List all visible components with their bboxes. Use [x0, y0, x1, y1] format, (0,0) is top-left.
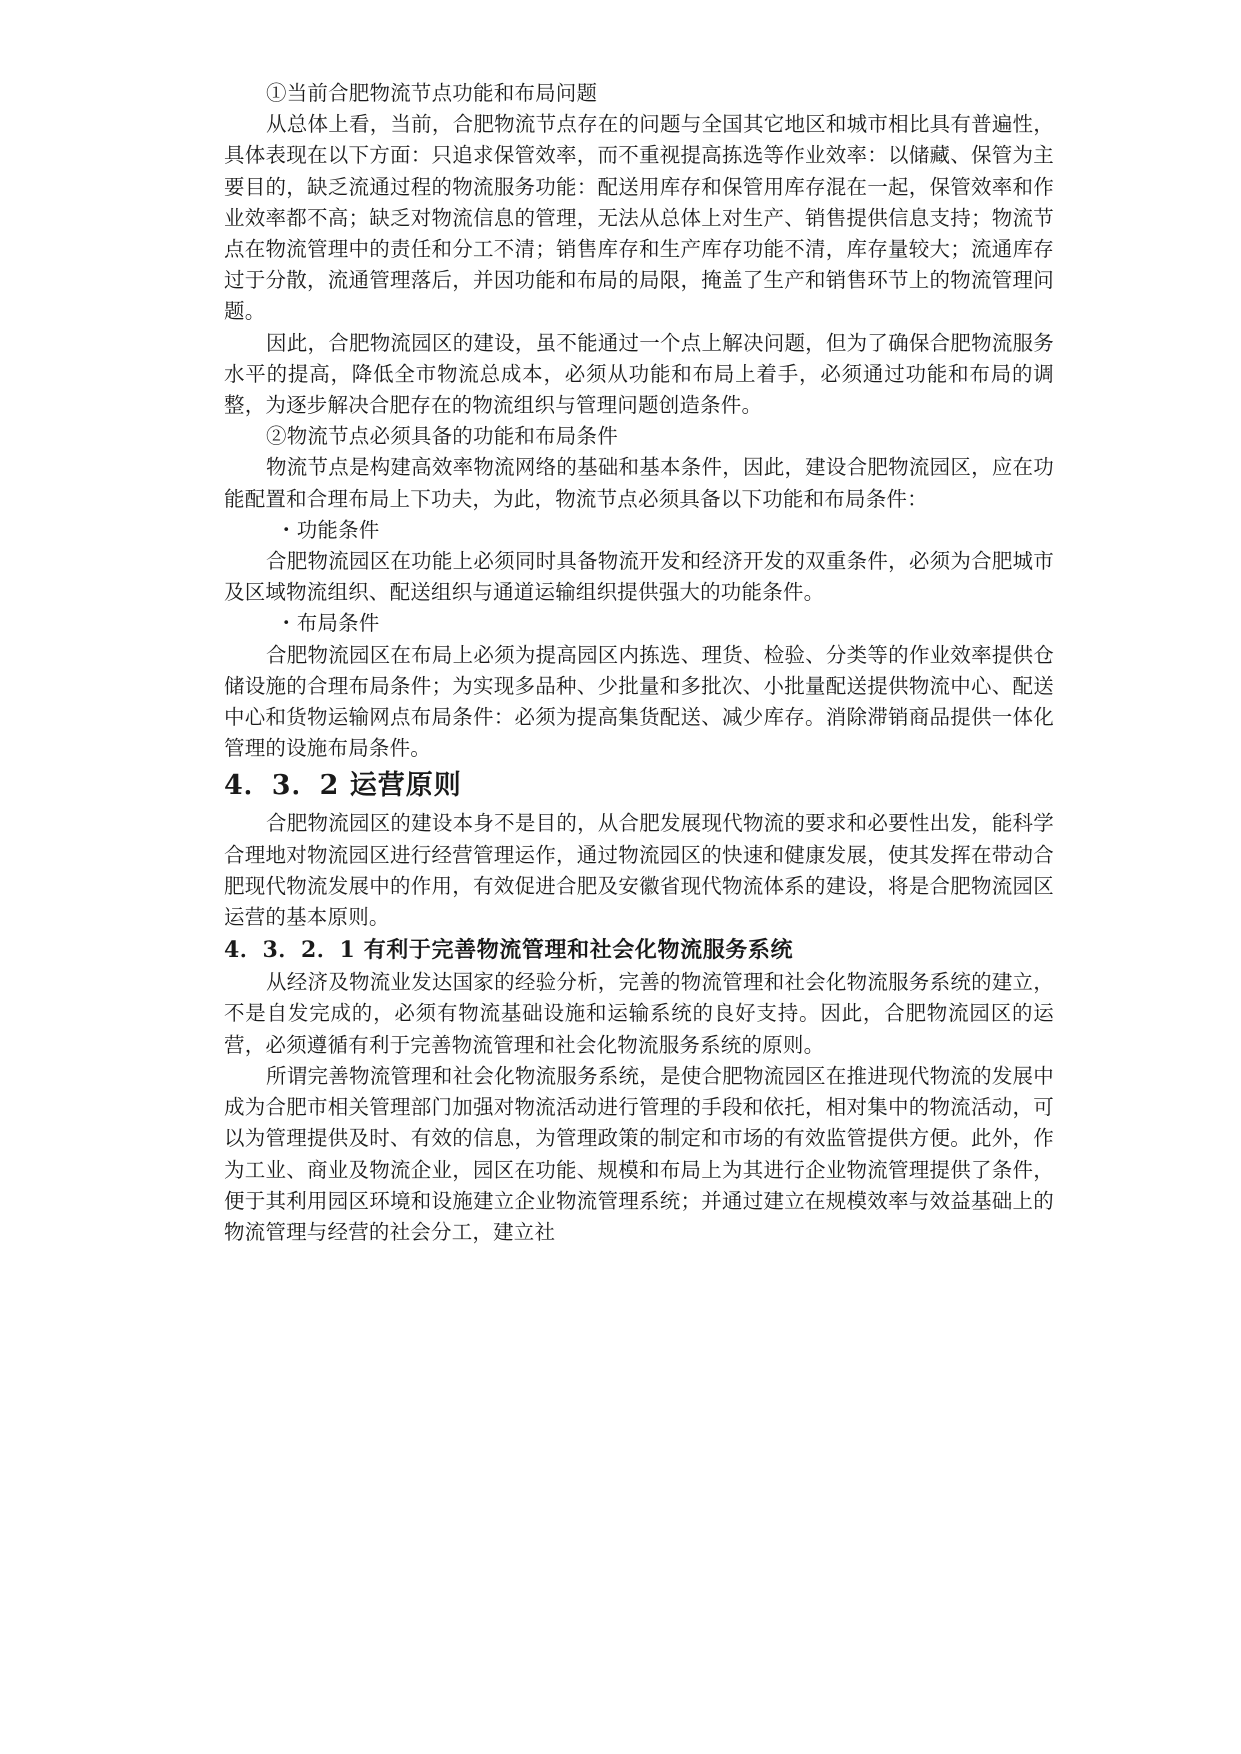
document-page [224, 78, 1054, 1248]
paragraph: 物流节点是构建高效率物流网络的基础和基本条件，因此，建设合肥物流园区，应在功能配置和合理布局上下功夫，为此，物流节点必须具备以下功能和布局条件： [224, 455, 1054, 511]
section-heading-4-3-2: 4．3．2 运营原则 [224, 770, 462, 802]
subheading-required-conditions: ②物流节点必须具备的功能和布局条件 [266, 424, 618, 449]
paragraph: 所谓完善物流管理和社会化物流服务系统，是使合肥物流园区在推进现代物流的发展中成为合肥市相关管理部门加强对物流活动进行管理的手段和依托，相对集中的物流活动，可以为管理提供及时、有效的信息，为管理政策的制定和市场的有效监管提供方便。此外，作为工业、商业及物流企业，园区在功能、规模和布局上为其进行企业物流管理提供了条件，便于其利用园区环境和设施建立企业物流管理系统；并通过建立在规模效率与效益基础上的物流管理与经营的社会分工，建立社 [224, 1063, 1054, 1244]
paragraph: 因此，合肥物流园区的建设，虽不能通过一个点上解决问题，但为了确保合肥物流服务水平的提高，降低全市物流总成本，必须从功能和布局上着手，必须通过功能和布局的调整，为逐步解决合肥存在的物流组织与管理问题创造条件。 [224, 330, 1054, 418]
paragraph: 合肥物流园区的建设本身不是目的，从合肥发展现代物流的要求和必要性出发，能科学合理地对物流园区进行经营管理运作，通过物流园区的快速和健康发展，使其发挥在带动合肥现代物流发展中的作用，有效促进合肥及安徽省现代物流体系的建设，将是合肥物流园区运营的基本原则。 [224, 811, 1054, 930]
paragraph: 从经济及物流业发达国家的经验分析，完善的物流管理和社会化物流服务系统的建立，不是自发完成的，必须有物流基础设施和运输系统的良好支持。因此，合肥物流园区的运营，必须遵循有利于完善物流管理和社会化物流服务系统的原则。 [224, 970, 1054, 1057]
section-heading-4-3-2-1: 4．3．2．1 有利于完善物流管理和社会化物流服务系统 [224, 937, 794, 964]
paragraph: 合肥物流园区在布局上必须为提高园区内拣选、理货、检验、分类等的作业效率提供仓储设施的合理布局条件；为实现多品种、少批量和多批次、小批量配送提供物流中心、配送中心和货物运输网点布局条件：必须为提高集货配送、减少库存。消除滞销商品提供一体化管理的设施布局条件。 [224, 642, 1054, 761]
paragraph: 合肥物流园区在功能上必须同时具备物流开发和经济开发的双重条件，必须为合肥城市及区域物流组织、配送组织与通道运输组织提供强大的功能条件。 [224, 549, 1054, 605]
subheading-current-problems: ①当前合肥物流节点功能和布局问题 [266, 81, 598, 105]
bullet-function-conditions: ・功能条件 [276, 517, 380, 542]
bullet-layout-conditions: ・布局条件 [276, 611, 380, 636]
paragraph: 从总体上看，当前，合肥物流节点存在的问题与全国其它地区和城市相比具有普遍性，具体表现在以下方面：只追求保管效率，而不重视提高拣选等作业效率：以储藏、保管为主要目的，缺乏流通过程的物流服务功能：配送用库存和保管用库存混在一起，保管效率和作业效率都不高；缺乏对物流信息的管理，无法从总体上对生产、销售提供信息支持；物流节点在物流管理中的责任和分工不清；销售库存和生产库存功能不清，库存量较大；流通库存过于分散，流通管理落后，并因功能和布局的局限，掩盖了生产和销售环节上的物流管理问题。 [224, 112, 1054, 324]
